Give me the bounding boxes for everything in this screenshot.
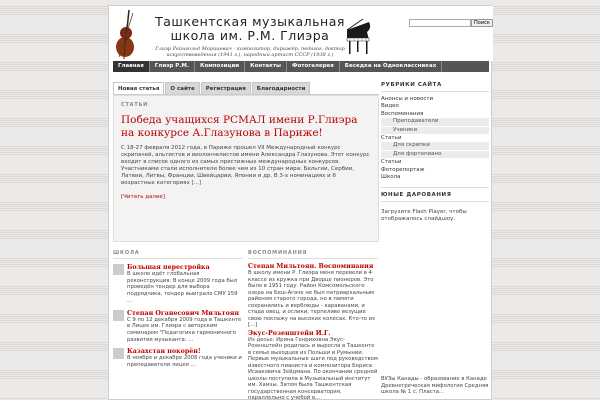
featured-title[interactable]: Победа учащихся РСМАЛ имени Р.Глиэра на конкурсе А.Глазунова в Париже! xyxy=(121,114,358,139)
post-excerpt: В ноябре и декабре 2008 года ученики и преподаватели лицея ... xyxy=(127,355,242,369)
post-excerpt: Из досье: Ирина Генриховна Экус-Розенштейн родилась и выросла в Ташкенте в семье выходцев из Польши и Румынии. Первые музыкальные шаги под руководством известного пианиста и композитора Бориса Исааковича Зейдмана. По окончании средней школы поступила в Музыкальный институт им. Хамзы. Затем была Ташкентская государственная консерватория, параллельно с учебой в... xyxy=(248,336,378,400)
page-container xyxy=(108,5,492,400)
site-subtitle-line1: Глиэр Рейнгольд Морицевич - композитор, дирижёр, педагог, доктор xyxy=(155,46,345,52)
list-item xyxy=(113,310,243,344)
rubric-link[interactable]: Анонсы и новости xyxy=(381,96,434,102)
rubric-sublink[interactable]: Преподаватели xyxy=(381,118,489,126)
rubrics-list xyxy=(381,96,489,181)
read-more-link[interactable]: [Читать далее] xyxy=(121,194,165,200)
cello-icon xyxy=(113,9,141,59)
post-thumbnail[interactable] xyxy=(113,348,124,359)
sidebar-bottom-text[interactable]: ВУЗы Канады - образование в Канаде Древнегреческая мифология Средняя школа № 1 с. Пласта... xyxy=(381,376,489,396)
featured-article xyxy=(113,95,379,242)
tab-registration[interactable]: Регистрация xyxy=(201,82,251,94)
rubric-link[interactable]: Статьи xyxy=(381,159,402,166)
post-excerpt: В школе идёт глобальная реконструкция. В конце 2009 года был проведён тендер для выбора подрядчика, тендер выиграло СМУ 159 ... xyxy=(127,271,238,304)
list-item xyxy=(113,348,243,368)
search-button[interactable]: Поиск xyxy=(471,19,493,27)
rubric-link[interactable]: Видео xyxy=(381,103,399,110)
tab-thanks[interactable]: Благодарности xyxy=(252,82,311,94)
sidebar-links-bottom xyxy=(381,376,489,396)
site-title-line1[interactable]: Ташкентская музыкальная xyxy=(155,14,345,29)
search-input[interactable] xyxy=(409,19,471,27)
site-title-line2[interactable]: школа им. Р.М. Глиэра xyxy=(170,28,330,43)
nav-item-gallery[interactable]: Фотогалерея xyxy=(287,61,340,72)
post-title[interactable]: Степан Мильтоян. Воспоминания xyxy=(248,263,374,270)
school-column xyxy=(113,250,243,369)
rubric-link[interactable]: Школа xyxy=(381,174,401,181)
school-heading: ШКОЛА xyxy=(113,250,243,259)
memories-column xyxy=(248,250,378,400)
site-title-block xyxy=(145,15,355,58)
site-subtitle-line2: искусствоведения (1941 г.), народный артист СССР (1938 г.) xyxy=(166,52,334,58)
memories-heading: ВОСПОМИНАНИЯ xyxy=(248,250,378,259)
rubric-sublink[interactable]: Для скрипки xyxy=(381,142,489,150)
rubric-link[interactable]: Фоторепортаж xyxy=(381,166,425,173)
post-thumbnail[interactable] xyxy=(113,264,124,275)
content-tabs xyxy=(113,82,379,95)
tab-about[interactable]: О сайте xyxy=(165,82,199,94)
post-excerpt: С 9 по 12 декабря 2009 года в Ташкенте в Лицее им. Глиэра с авторским семинаром "Педагогика гармоничного развития музыканта: ... xyxy=(127,316,242,343)
post-title[interactable]: Большая перестройка xyxy=(127,264,210,271)
list-item xyxy=(113,264,243,305)
featured-text: С 18-27 февраля 2012 года, в Париже прошел VII Международный конкурс скрипачей, альтистов и виолончелистов имени Александра Глазунова. Этот конкурс входит в список одного из самых престижных международных конкурсов. Участниками стали исполнители более чем из 10 стран мира: Бельгии, Сербии, Латвии, Литвы, Франции, Швейцарии, Японии и др. В 3-х номинациях и 6 возрастных категориях [...] xyxy=(121,145,370,186)
rubric-sublink[interactable]: Ученики xyxy=(381,127,489,135)
rubric-sublink[interactable]: Для фортепиано xyxy=(381,151,489,159)
search-form xyxy=(409,19,493,27)
post-thumbnail[interactable] xyxy=(113,310,124,321)
nav-item-compositions[interactable]: Композиции xyxy=(195,61,245,72)
tab-new-article[interactable]: Новая статья xyxy=(113,82,164,94)
rubric-link[interactable]: Воспоминания xyxy=(381,110,424,117)
nav-item-contacts[interactable]: Контакты xyxy=(245,61,287,72)
nav-item-home[interactable]: Главная xyxy=(113,61,150,72)
post-excerpt: В школу имени Р. Глиэра меня перевели в 4 классе из кружка при Дворце пионеров. Это было в 1951 году. Район Комсомольского озера на Беш-Агаче не был патриархальным районом старого города, но в памяти сохранились и верблюды - караванами, и стада овец, и ослики, терпеливо везущие свою поклажу на высоких колесах. Кто-то из [...] xyxy=(248,270,375,328)
nav-item-odnoklassniki[interactable]: Беседка на Одноклассниках xyxy=(340,61,442,72)
flash-player-notice: Загрузите Flash Player, чтобы отображалось слайдшоу. xyxy=(381,209,467,223)
grand-piano-icon xyxy=(345,18,373,56)
featured-section-label: СТАТЬИ xyxy=(121,102,149,108)
rubric-link[interactable]: Статьи xyxy=(381,135,402,142)
site-header xyxy=(109,6,493,61)
post-title[interactable]: Степан Оганесович Мильтоян xyxy=(127,309,240,317)
post-title[interactable]: Казахстан покорён! xyxy=(127,348,201,356)
sidebar xyxy=(381,82,489,223)
nav-item-glier[interactable]: Глиэр Р.М. xyxy=(150,61,195,72)
rubrics-heading: РУБРИКИ САЙТА xyxy=(381,82,489,92)
main-nav xyxy=(113,61,489,72)
donations-heading: ЮНЫЕ ДАРОВАНИЯ xyxy=(381,192,489,202)
sidebar-divider xyxy=(381,187,489,188)
post-title[interactable]: Экус-Розенштейн И.Г. xyxy=(248,329,331,337)
